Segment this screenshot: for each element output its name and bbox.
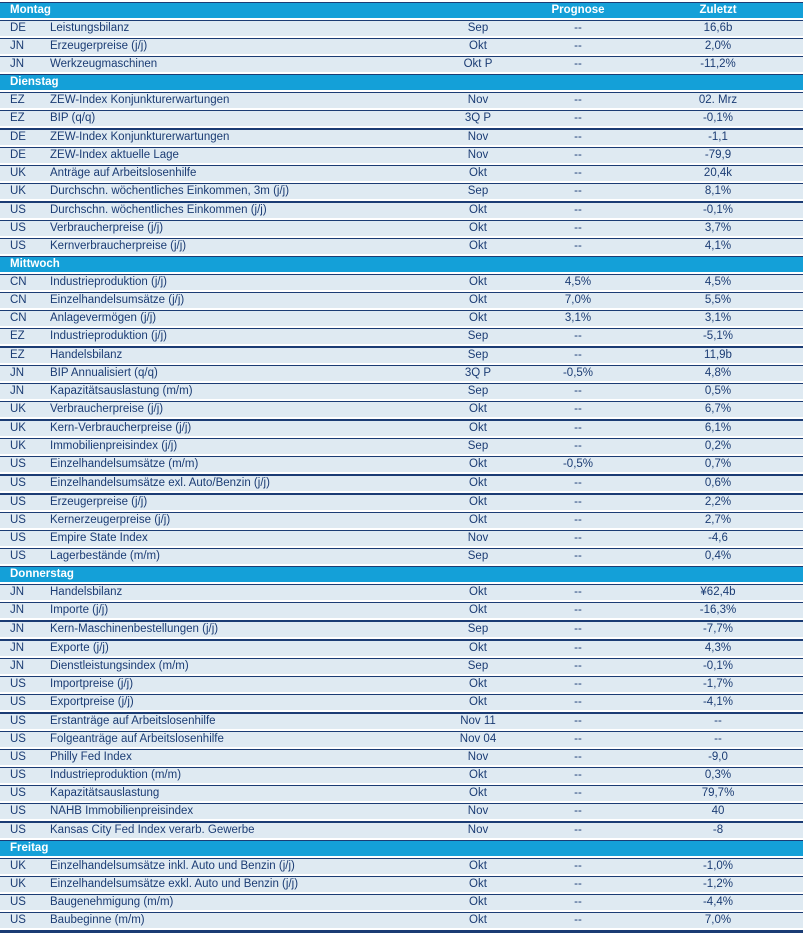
- row-forecast-value: --: [574, 733, 582, 745]
- row-forecast-value: --: [574, 422, 582, 434]
- row-indicator-name: Importpreise (j/j): [50, 678, 134, 690]
- row-indicator-name: Dienstleistungsindex (m/m): [50, 660, 189, 672]
- row-country-code: JN: [10, 40, 25, 52]
- row-indicator-name: Erzeugerpreise (j/j): [50, 40, 148, 52]
- day-label: Donnerstag: [10, 568, 74, 580]
- row-country-code: DE: [10, 22, 26, 34]
- row-country-code: JN: [10, 623, 25, 635]
- table-row: [0, 401, 803, 417]
- row-country-code: UK: [10, 422, 26, 434]
- column-header-spacer: [618, 841, 803, 856]
- day-header-donnerstag: [0, 566, 803, 582]
- row-period: Okt: [469, 40, 487, 52]
- row-last-value: 2,0%: [704, 40, 732, 52]
- row-last-value: -5,1%: [702, 330, 734, 342]
- table-row: [0, 310, 803, 326]
- row-last-value: -7,7%: [702, 623, 734, 635]
- row-forecast-value: --: [574, 514, 582, 526]
- row-indicator-name: Kapazitätsauslastung (m/m): [50, 385, 193, 397]
- row-indicator-name: Folgeanträge auf Arbeitslosenhilfe: [50, 733, 224, 745]
- row-indicator-name: NAHB Immobilienpreisindex: [50, 805, 194, 817]
- row-last-value: -1,7%: [702, 678, 734, 690]
- row-indicator-name: Philly Fed Index: [50, 751, 132, 763]
- row-period: Sep: [467, 22, 489, 34]
- row-last-value: 6,1%: [704, 422, 732, 434]
- row-forecast-value: --: [574, 440, 582, 452]
- row-period: Okt: [469, 496, 487, 508]
- row-period: Okt: [469, 312, 487, 324]
- table-row: [0, 419, 803, 436]
- table-row: [0, 56, 803, 72]
- row-indicator-name: Einzelhandelsumsätze inkl. Auto und Benzin (j/j): [50, 860, 295, 872]
- row-period: Okt: [469, 458, 487, 470]
- row-country-code: EZ: [10, 349, 25, 361]
- day-header-dienstag: [0, 74, 803, 90]
- row-country-code: US: [10, 696, 26, 708]
- row-last-value: 0,7%: [704, 458, 732, 470]
- row-indicator-name: Exportpreise (j/j): [50, 696, 134, 708]
- table-row: [0, 165, 803, 181]
- row-forecast-value: --: [574, 532, 582, 544]
- row-indicator-name: Anträge auf Arbeitslosenhilfe: [50, 167, 197, 179]
- row-indicator-name: Werkzeugmaschinen: [50, 58, 158, 70]
- row-indicator-name: Handelsbilanz: [50, 586, 123, 598]
- table-row: [0, 602, 803, 618]
- row-last-value: 40: [711, 805, 725, 817]
- table-row: [0, 584, 803, 600]
- row-country-code: US: [10, 477, 26, 489]
- table-row: [0, 658, 803, 674]
- day-label: Dienstag: [10, 76, 59, 88]
- row-period: Okt: [469, 787, 487, 799]
- table-row: [0, 147, 803, 163]
- table-row: [0, 803, 803, 819]
- row-forecast-value: --: [574, 477, 582, 489]
- row-period: Okt: [469, 642, 487, 654]
- row-indicator-name: Industrieproduktion (j/j): [50, 330, 167, 342]
- table-row: [0, 731, 803, 747]
- row-country-code: JN: [10, 660, 25, 672]
- row-period: Okt: [469, 294, 487, 306]
- row-indicator-name: ZEW-Index aktuelle Lage: [50, 149, 179, 161]
- row-indicator-name: Einzelhandelsumsätze (m/m): [50, 458, 199, 470]
- row-indicator-name: Anlagevermögen (j/j): [50, 312, 157, 324]
- row-indicator-name: Kernverbraucherpreise (j/j): [50, 240, 187, 252]
- day-header-mittwoch: [0, 256, 803, 272]
- row-forecast-value: 3,1%: [564, 312, 592, 324]
- row-period: Okt: [469, 514, 487, 526]
- table-row: [0, 38, 803, 54]
- row-period: Okt: [469, 240, 487, 252]
- row-indicator-name: Kapazitätsauslastung: [50, 787, 160, 799]
- table-row: [0, 548, 803, 564]
- row-last-value: -4,1%: [702, 696, 734, 708]
- day-header-freitag: [0, 840, 803, 856]
- row-indicator-name: Einzelhandelsumsätze exkl. Auto und Benzin (j/j): [50, 878, 299, 890]
- row-country-code: US: [10, 240, 26, 252]
- row-last-value: 16,6b: [703, 22, 733, 34]
- row-forecast-value: --: [574, 496, 582, 508]
- row-period: Nov: [467, 824, 489, 836]
- row-country-code: EZ: [10, 112, 25, 124]
- row-forecast-value: --: [574, 715, 582, 727]
- table-row: [0, 712, 803, 729]
- table-row: [0, 346, 803, 363]
- row-period: 3Q P: [464, 367, 492, 379]
- table-row: [0, 876, 803, 892]
- row-country-code: JN: [10, 58, 25, 70]
- table-row: [0, 92, 803, 108]
- table-row: [0, 438, 803, 454]
- row-last-value: 4,8%: [704, 367, 732, 379]
- row-forecast-value: --: [574, 660, 582, 672]
- row-forecast-value: --: [574, 604, 582, 616]
- table-row: [0, 493, 803, 510]
- row-indicator-name: Durchschn. wöchentliches Einkommen (j/j): [50, 204, 267, 216]
- table-row: [0, 474, 803, 491]
- row-country-code: US: [10, 458, 26, 470]
- row-forecast-value: -0,5%: [562, 458, 594, 470]
- row-country-code: US: [10, 222, 26, 234]
- row-country-code: UK: [10, 440, 26, 452]
- day-label: Montag: [10, 4, 51, 16]
- row-forecast-value: --: [574, 204, 582, 216]
- row-last-value: 11,9b: [704, 349, 732, 361]
- row-indicator-name: Erstanträge auf Arbeitslosenhilfe: [50, 715, 216, 727]
- row-indicator-name: ZEW-Index Konjunkturerwartungen: [50, 94, 230, 106]
- row-period: Okt: [469, 167, 487, 179]
- table-row: [0, 183, 803, 199]
- row-last-value: 0,5%: [704, 385, 732, 397]
- row-country-code: US: [10, 805, 26, 817]
- row-period: Okt: [469, 586, 487, 598]
- row-period: Okt P: [463, 58, 493, 70]
- row-last-value: -1,1: [708, 131, 728, 143]
- row-last-value: -4,6: [708, 532, 728, 544]
- row-country-code: DE: [10, 131, 26, 143]
- table-row: [0, 639, 803, 656]
- row-forecast-value: --: [574, 696, 582, 708]
- table-row: [0, 767, 803, 783]
- row-last-value: 6,7%: [704, 403, 732, 415]
- row-period: Okt: [469, 477, 487, 489]
- row-last-value: 4,5%: [704, 276, 732, 288]
- row-indicator-name: Durchschn. wöchentliches Einkommen, 3m (j/j): [50, 185, 290, 197]
- table-row: [0, 238, 803, 254]
- row-country-code: UK: [10, 860, 26, 872]
- row-indicator-name: Einzelhandelsumsätze exl. Auto/Benzin (j/j): [50, 477, 270, 489]
- column-header-spacer: [618, 567, 803, 582]
- row-indicator-name: Einzelhandelsumsätze (j/j): [50, 294, 185, 306]
- row-last-value: 4,1%: [704, 240, 732, 252]
- row-last-value: 8,1%: [704, 185, 732, 197]
- row-forecast-value: --: [574, 896, 582, 908]
- row-period: Sep: [467, 440, 489, 452]
- row-forecast-value: --: [574, 185, 582, 197]
- row-forecast-value: --: [574, 860, 582, 872]
- row-period: Sep: [467, 550, 489, 562]
- table-row: [0, 858, 803, 874]
- row-period: 3Q P: [464, 112, 492, 124]
- row-forecast-value: --: [574, 751, 582, 763]
- row-indicator-name: Exporte (j/j): [50, 642, 109, 654]
- row-last-value: --: [714, 715, 722, 727]
- row-forecast-value: --: [574, 131, 582, 143]
- row-period: Sep: [467, 660, 489, 672]
- table-row: [0, 110, 803, 126]
- table-row: [0, 456, 803, 472]
- table-row: [0, 821, 803, 838]
- row-last-value: -79,9: [704, 149, 732, 161]
- row-last-value: 3,7%: [704, 222, 732, 234]
- row-indicator-name: Verbraucherpreise (j/j): [50, 403, 164, 415]
- row-forecast-value: --: [574, 586, 582, 598]
- row-forecast-value: --: [574, 642, 582, 654]
- row-indicator-name: Verbraucherpreise (j/j): [50, 222, 164, 234]
- row-indicator-name: Handelsbilanz: [50, 349, 123, 361]
- row-last-value: -0,1%: [702, 204, 734, 216]
- table-row: [0, 128, 803, 145]
- table-row: [0, 292, 803, 308]
- row-last-value: 02. Mrz: [698, 94, 738, 106]
- row-indicator-name: Kernerzeugerpreise (j/j): [50, 514, 171, 526]
- row-period: Okt: [469, 604, 487, 616]
- row-forecast-value: --: [574, 550, 582, 562]
- row-period: Nov 11: [460, 715, 496, 727]
- row-country-code: US: [10, 204, 26, 216]
- row-forecast-value: --: [574, 769, 582, 781]
- row-last-value: 0,4%: [704, 550, 732, 562]
- table-row: [0, 530, 803, 546]
- row-country-code: JN: [10, 604, 25, 616]
- column-header-spacer: [618, 75, 803, 90]
- day-label: Freitag: [10, 842, 49, 854]
- row-period: Sep: [467, 330, 489, 342]
- row-period: Okt: [469, 914, 487, 926]
- table-row: [0, 328, 803, 344]
- row-period: Okt: [469, 276, 487, 288]
- row-country-code: UK: [10, 878, 26, 890]
- row-forecast-value: --: [574, 167, 582, 179]
- row-country-code: JN: [10, 642, 25, 654]
- row-forecast-value: --: [574, 787, 582, 799]
- row-indicator-name: BIP (q/q): [50, 112, 96, 124]
- column-header-spacer: [538, 75, 618, 90]
- column-header-spacer: [538, 567, 618, 582]
- row-country-code: US: [10, 715, 26, 727]
- row-period: Okt: [469, 860, 487, 872]
- row-forecast-value: 7,0%: [564, 294, 592, 306]
- row-last-value: -0,1%: [702, 660, 734, 672]
- row-indicator-name: Importe (j/j): [50, 604, 109, 616]
- day-header-montag: [0, 2, 803, 18]
- row-forecast-value: --: [574, 878, 582, 890]
- row-period: Nov 04: [459, 733, 497, 745]
- row-country-code: US: [10, 824, 26, 836]
- row-country-code: JN: [10, 586, 25, 598]
- table-row: [0, 20, 803, 36]
- row-last-value: -0,1%: [702, 112, 734, 124]
- row-forecast-value: --: [574, 22, 582, 34]
- row-last-value: 20,4k: [703, 167, 733, 179]
- row-indicator-name: Industrieproduktion (m/m): [50, 769, 182, 781]
- row-forecast-value: --: [574, 824, 582, 836]
- row-indicator-name: Kern-Verbraucherpreise (j/j): [50, 422, 192, 434]
- row-indicator-name: Empire State Index: [50, 532, 148, 544]
- row-indicator-name: Erzeugerpreise (j/j): [50, 496, 148, 508]
- row-forecast-value: --: [574, 330, 582, 342]
- row-last-value: 79,7%: [701, 787, 735, 799]
- row-last-value: 2,7%: [704, 514, 732, 526]
- row-last-value: ¥62,4b: [700, 586, 736, 598]
- row-last-value: -11,2%: [700, 58, 736, 70]
- row-country-code: US: [10, 514, 26, 526]
- row-country-code: JN: [10, 385, 25, 397]
- row-country-code: UK: [10, 167, 26, 179]
- table-row: [0, 694, 803, 710]
- row-period: Nov: [467, 149, 489, 161]
- row-forecast-value: --: [574, 805, 582, 817]
- column-header-zuletzt: Zuletzt: [699, 4, 737, 16]
- row-country-code: US: [10, 678, 26, 690]
- row-last-value: --: [714, 733, 722, 745]
- row-indicator-name: Leistungsbilanz: [50, 22, 130, 34]
- row-forecast-value: --: [574, 385, 582, 397]
- row-period: Okt: [469, 878, 487, 890]
- row-last-value: -8: [712, 824, 724, 836]
- row-period: Nov: [467, 131, 489, 143]
- row-country-code: CN: [10, 294, 27, 306]
- row-period: Okt: [469, 678, 487, 690]
- table-row: [0, 620, 803, 637]
- table-row: [0, 365, 803, 381]
- row-forecast-value: --: [574, 40, 582, 52]
- row-country-code: US: [10, 550, 26, 562]
- row-country-code: US: [10, 896, 26, 908]
- row-period: Sep: [467, 623, 489, 635]
- table-row: [0, 383, 803, 399]
- row-country-code: UK: [10, 403, 26, 415]
- row-country-code: EZ: [10, 94, 25, 106]
- row-country-code: JN: [10, 367, 25, 379]
- row-last-value: 5,5%: [704, 294, 732, 306]
- row-country-code: EZ: [10, 330, 25, 342]
- table-row: [0, 676, 803, 692]
- column-header-spacer: [538, 841, 618, 856]
- row-period: Sep: [467, 385, 489, 397]
- table-row: [0, 785, 803, 801]
- column-header-spacer: [538, 257, 618, 272]
- row-forecast-value: --: [574, 349, 582, 361]
- row-last-value: 0,2%: [704, 440, 732, 452]
- row-period: Sep: [467, 349, 489, 361]
- row-country-code: US: [10, 769, 26, 781]
- row-last-value: -1,2%: [702, 878, 734, 890]
- column-header-prognose: Prognose: [551, 4, 605, 16]
- row-forecast-value: --: [574, 149, 582, 161]
- row-last-value: 0,6%: [704, 477, 732, 489]
- row-forecast-value: --: [574, 678, 582, 690]
- row-forecast-value: --: [574, 112, 582, 124]
- row-last-value: 0,3%: [704, 769, 732, 781]
- row-indicator-name: Baubeginne (m/m): [50, 914, 145, 926]
- row-period: Nov: [467, 94, 489, 106]
- table-row: [0, 912, 803, 928]
- table-row: [0, 749, 803, 765]
- row-last-value: -9,0: [708, 751, 728, 763]
- table-row: [0, 894, 803, 910]
- row-indicator-name: Lagerbestände (m/m): [50, 550, 160, 562]
- row-last-value: 2,2%: [704, 496, 732, 508]
- row-indicator-name: Industrieproduktion (j/j): [50, 276, 167, 288]
- row-last-value: -4,4%: [702, 896, 734, 908]
- row-forecast-value: -0,5%: [562, 367, 594, 379]
- row-country-code: US: [10, 787, 26, 799]
- row-forecast-value: --: [574, 914, 582, 926]
- row-forecast-value: 4,5%: [564, 276, 592, 288]
- row-period: Okt: [469, 769, 487, 781]
- row-indicator-name: Baugenehmigung (m/m): [50, 896, 174, 908]
- row-country-code: US: [10, 914, 26, 926]
- row-forecast-value: --: [574, 94, 582, 106]
- row-last-value: -16,3%: [699, 604, 737, 616]
- row-country-code: DE: [10, 149, 26, 161]
- row-period: Okt: [469, 204, 487, 216]
- row-forecast-value: --: [574, 240, 582, 252]
- row-country-code: US: [10, 751, 26, 763]
- row-period: Okt: [469, 222, 487, 234]
- row-period: Okt: [469, 696, 487, 708]
- row-forecast-value: --: [574, 58, 582, 70]
- row-period: Nov: [467, 751, 489, 763]
- table-row: [0, 220, 803, 236]
- row-forecast-value: --: [574, 403, 582, 415]
- row-indicator-name: Kansas City Fed Index verarb. Gewerbe: [50, 824, 255, 836]
- table-row: [0, 201, 803, 218]
- row-period: Okt: [469, 896, 487, 908]
- row-period: Okt: [469, 422, 487, 434]
- row-period: Okt: [469, 403, 487, 415]
- column-header-spacer: [618, 257, 803, 272]
- row-country-code: US: [10, 532, 26, 544]
- row-indicator-name: Kern-Maschinenbestellungen (j/j): [50, 623, 219, 635]
- row-forecast-value: --: [574, 222, 582, 234]
- row-period: Nov: [467, 805, 489, 817]
- table-row: [0, 274, 803, 290]
- row-forecast-value: --: [574, 623, 582, 635]
- row-last-value: 4,3%: [704, 642, 732, 654]
- row-country-code: UK: [10, 185, 26, 197]
- row-country-code: US: [10, 496, 26, 508]
- row-last-value: 3,1%: [704, 312, 732, 324]
- row-period: Nov: [467, 532, 489, 544]
- row-country-code: US: [10, 733, 26, 745]
- row-country-code: CN: [10, 276, 27, 288]
- row-period: Sep: [467, 185, 489, 197]
- row-last-value: 7,0%: [704, 914, 732, 926]
- row-country-code: CN: [10, 312, 27, 324]
- row-indicator-name: ZEW-Index Konjunkturerwartungen: [50, 131, 230, 143]
- row-indicator-name: Immobilienpreisindex (j/j): [50, 440, 178, 452]
- table-row: [0, 512, 803, 528]
- row-indicator-name: BIP Annualisiert (q/q): [50, 367, 158, 379]
- row-last-value: -1,0%: [702, 860, 734, 872]
- day-label: Mittwoch: [10, 258, 60, 270]
